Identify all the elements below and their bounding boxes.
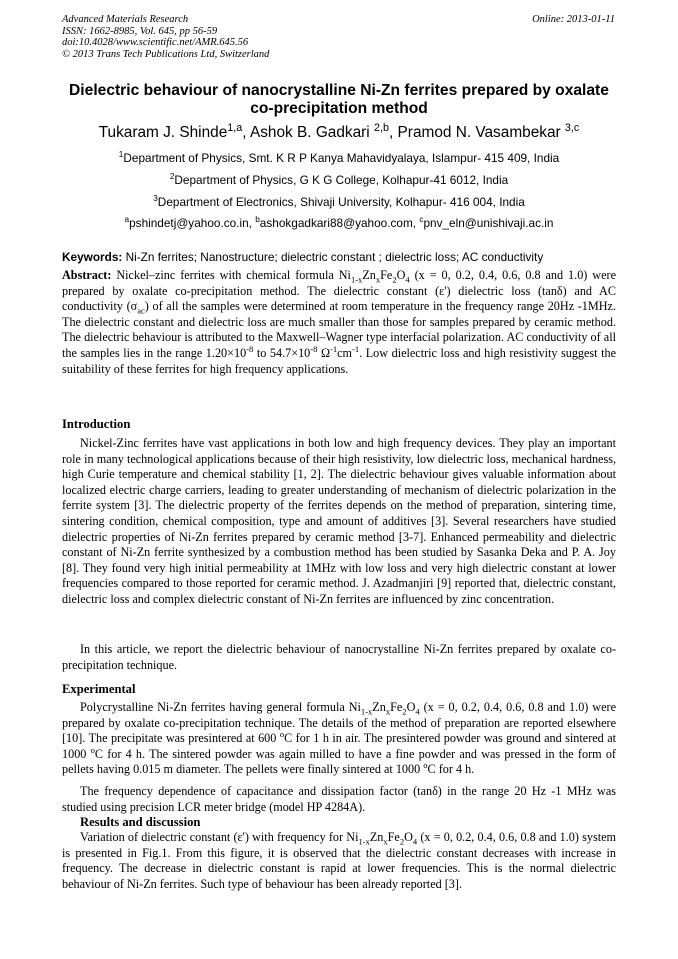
degree-superscript: o	[423, 760, 428, 771]
abstract-text: Zn	[362, 268, 376, 282]
abstract-text: Nickel–zinc ferrites with chemical formula Ni	[111, 268, 351, 282]
formula-subscript: 1-x	[350, 274, 363, 285]
formula-subscript: x	[375, 274, 381, 285]
keywords	[62, 250, 618, 264]
email-address[interactable]: pshindetj@yahoo.co.in,	[129, 216, 256, 230]
author-superscript: 1,a	[227, 121, 243, 134]
abstract-label: Abstract:	[62, 268, 112, 282]
section-heading-introduction: Introduction	[62, 417, 131, 431]
paragraph-text: (x = 0, 0.2, 0.4, 0.6, 0.8 and 1.0) were prepared by oxalate co-precipitation technique. The details of the method of preparation are reported elsewhere [10]. The precipitate was presintered at 600	[62, 700, 616, 746]
affiliation-superscript: 1	[118, 150, 124, 160]
abstract-text: (x = 0, 0.2, 0.4, 0.6, 0.8 and 1.0) were prepared by oxalate co-precipitation method. The dielectric constant (ε') dielectric loss (tanδ) and AC conductivity (σ	[62, 268, 616, 314]
affiliation-text: Department of Physics, G K G College, Kolhapur-41 6012, India	[174, 173, 509, 187]
author-name: Tukaram J. Shinde	[98, 124, 228, 141]
author-list: Tukaram J. Shinde$^{1,a}$, Ashok B. Gadkari $^{2,b}$, Pramod N. Vasambekar $^{3,c}$	[98, 121, 580, 141]
results-paragraph	[62, 830, 616, 892]
degree-superscript: o	[90, 744, 95, 755]
email-superscript: a	[124, 215, 130, 225]
keywords-label: Keywords:	[62, 250, 123, 264]
experimental-paragraph	[62, 700, 616, 778]
author-superscript: 2,b	[374, 121, 389, 134]
degree-superscript: o	[279, 729, 285, 740]
experimental-paragraph: The frequency dependence of capacitance and dissipation factor (tanδ) in the range 20 Hz -1 MHz was studied using precision LCR meter bridge (model HP 4284A).	[62, 784, 616, 814]
affiliation-superscript: 2	[169, 172, 175, 182]
copyright-line: © 2013 Trans Tech Publications Ltd, Switzerland	[62, 48, 270, 60]
exponent: -8	[310, 343, 318, 354]
formula-subscript: 1-x	[358, 836, 370, 847]
doi-line: doi:10.4028/www.scientific.net/AMR.645.56	[62, 37, 249, 49]
affiliation-superscript: 3	[153, 194, 158, 204]
email-superscript: c	[419, 215, 424, 225]
introduction-paragraph: Nickel-Zinc ferrites have vast applications in both low and high frequency devices. They play an important role in many technological applications because of their high resistivity, low dielectric loss, mechanical hardness, high Curie temperature and chemical stability [1, 2]. The dielectric behaviour gives valuable information about localized electric charge carriers, leading to greater understanding of mechanism of dielectric polarization in the ferrite system [3]. The dielectric property of the ferrites depends on the method of preparation, sintering time, sintering condition, chemical composition, type and amount of additives [3]. Several researchers have studied dielectric properties of Ni-Zn ferrites prepared by ceramic method [3-7]. Enhanced permeability and dielectric constant of Ni-Zn ferrite synthesized by a combustion method has been studied by Sasanka Deka and P. A. Joy [8]. They found very high initial permeability at 1MHz with low loss and very high dielectric constant at lower frequencies compared to those reported for ceramic method. J. Azadmanjiri [9] reported that, dielectric constant, dielectric loss and complex dielectric constant of Ni-Zn ferrites are influenced by zinc concentration.	[62, 436, 616, 606]
abstract-text: to 54.7×10	[253, 345, 311, 360]
online-date: Online: 2013-01-11	[532, 14, 615, 25]
affiliation-text: Department of Electronics, Shivaji University, Kolhapur- 416 004, India	[157, 195, 525, 209]
formula-subscript: x	[385, 706, 391, 717]
abstract-text: Ω	[317, 345, 330, 360]
email-address[interactable]: ashokgadkari88@yahoo.com,	[259, 216, 420, 230]
formula-subscript: ac	[137, 305, 145, 316]
journal-name: Advanced Materials Research	[62, 14, 189, 25]
formula-subscript: 1-x	[360, 706, 373, 717]
paragraph-text: O	[406, 700, 416, 714]
affiliation	[60, 195, 618, 209]
exponent: -8	[246, 343, 254, 354]
paragraph-text: Zn	[372, 700, 386, 714]
formula-subscript: 4	[405, 274, 410, 285]
paragraph-text: C for 1 h in air. The presintered powder was ground and sintered at 1000	[62, 731, 616, 761]
affiliation-text: Department of Physics, Smt. K R P Kanya Mahavidyalaya, Islampur- 415 409, India	[123, 151, 560, 165]
author-superscript: 3,c	[564, 121, 580, 134]
paragraph-text: C for 4 h. The sintered powder was again milled to have a fine powder and was pressed in the form of pellets having 0.015 m diameter. The pellets were finally sintered at 1000	[62, 746, 616, 777]
exponent: -1	[330, 343, 338, 354]
affiliation	[60, 151, 618, 165]
paper-title: Dielectric behaviour of nanocrystalline Ni-Zn ferrites prepared by oxalate co-precipitation method	[69, 82, 609, 117]
paragraph-text: Zn	[369, 830, 384, 844]
formula-subscript: 2	[399, 836, 405, 847]
author-name: Ashok B. Gadkari	[249, 124, 370, 141]
abstract-text: O	[396, 268, 406, 282]
author-name: Pramod N. Vasambekar	[397, 124, 561, 141]
formula-subscript: 4	[412, 836, 418, 847]
section-heading-results: Results and discussion	[80, 815, 201, 829]
affiliation	[60, 173, 618, 187]
email-address[interactable]: pnv_eln@unishivaji.ac.in	[423, 216, 554, 230]
introduction-paragraph: In this article, we report the dielectric behaviour of nanocrystalline Ni-Zn ferrites prepared by oxalate co-precipitation technique.	[62, 642, 616, 672]
email-list	[60, 216, 618, 230]
abstract-text: ) of all the samples were determined at room temperature in the frequency range 20Hz -1MHz. The dielectric constant and dielectric loss are much smaller than those for samples prepared by ceramic method. The dielectric behaviour is attributed to the Maxwell–Wagner type interfacial polarization. AC conductivity of all the samples lies in the range 1.20×10	[62, 299, 616, 360]
formula-subscript: 4	[415, 706, 420, 717]
paragraph-text: Fe	[390, 700, 403, 714]
exponent: -1	[352, 343, 360, 354]
section-heading-experimental: Experimental	[62, 682, 136, 696]
paragraph-text: Variation of dielectric constant (ε') with frequency for Ni	[80, 830, 359, 844]
paragraph-text: O	[404, 830, 413, 844]
paragraph-text: C for 4 h.	[427, 762, 475, 777]
abstract-text: . Low dielectric loss and high resistivity suggest the suitability of these ferrites for high frequency applications.	[62, 345, 616, 376]
abstract-text: cm	[337, 345, 352, 360]
formula-subscript: 2	[402, 706, 407, 717]
abstract	[62, 268, 616, 377]
journal-header	[62, 14, 269, 60]
formula-subscript: x	[383, 836, 388, 847]
email-superscript: b	[255, 215, 260, 225]
paragraph-text: Polycrystalline Ni-Zn ferrites having general formula Ni	[80, 700, 361, 714]
keywords-text: Ni-Zn ferrites; Nanostructure; dielectric constant ; dielectric loss; AC conductivity	[122, 250, 544, 264]
issn-line: ISSN: 1662-8985, Vol. 645, pp 56-59	[62, 25, 218, 37]
paragraph-text: (x = 0, 0.2, 0.4, 0.6, 0.8 and 1.0) system is presented in Fig.1. From this figure, it is observed that the dielectric constant decreases with increase in frequency. The decrease in dielectric constant is rapid at lower frequencies. This is the normal dielectric behaviour of Ni-Zn ferrites. Such type of behaviour has been already reported [3].	[62, 830, 616, 891]
formula-subscript: 2	[392, 274, 397, 285]
abstract-text: Fe	[380, 268, 393, 282]
paragraph-text: Fe	[387, 830, 400, 844]
